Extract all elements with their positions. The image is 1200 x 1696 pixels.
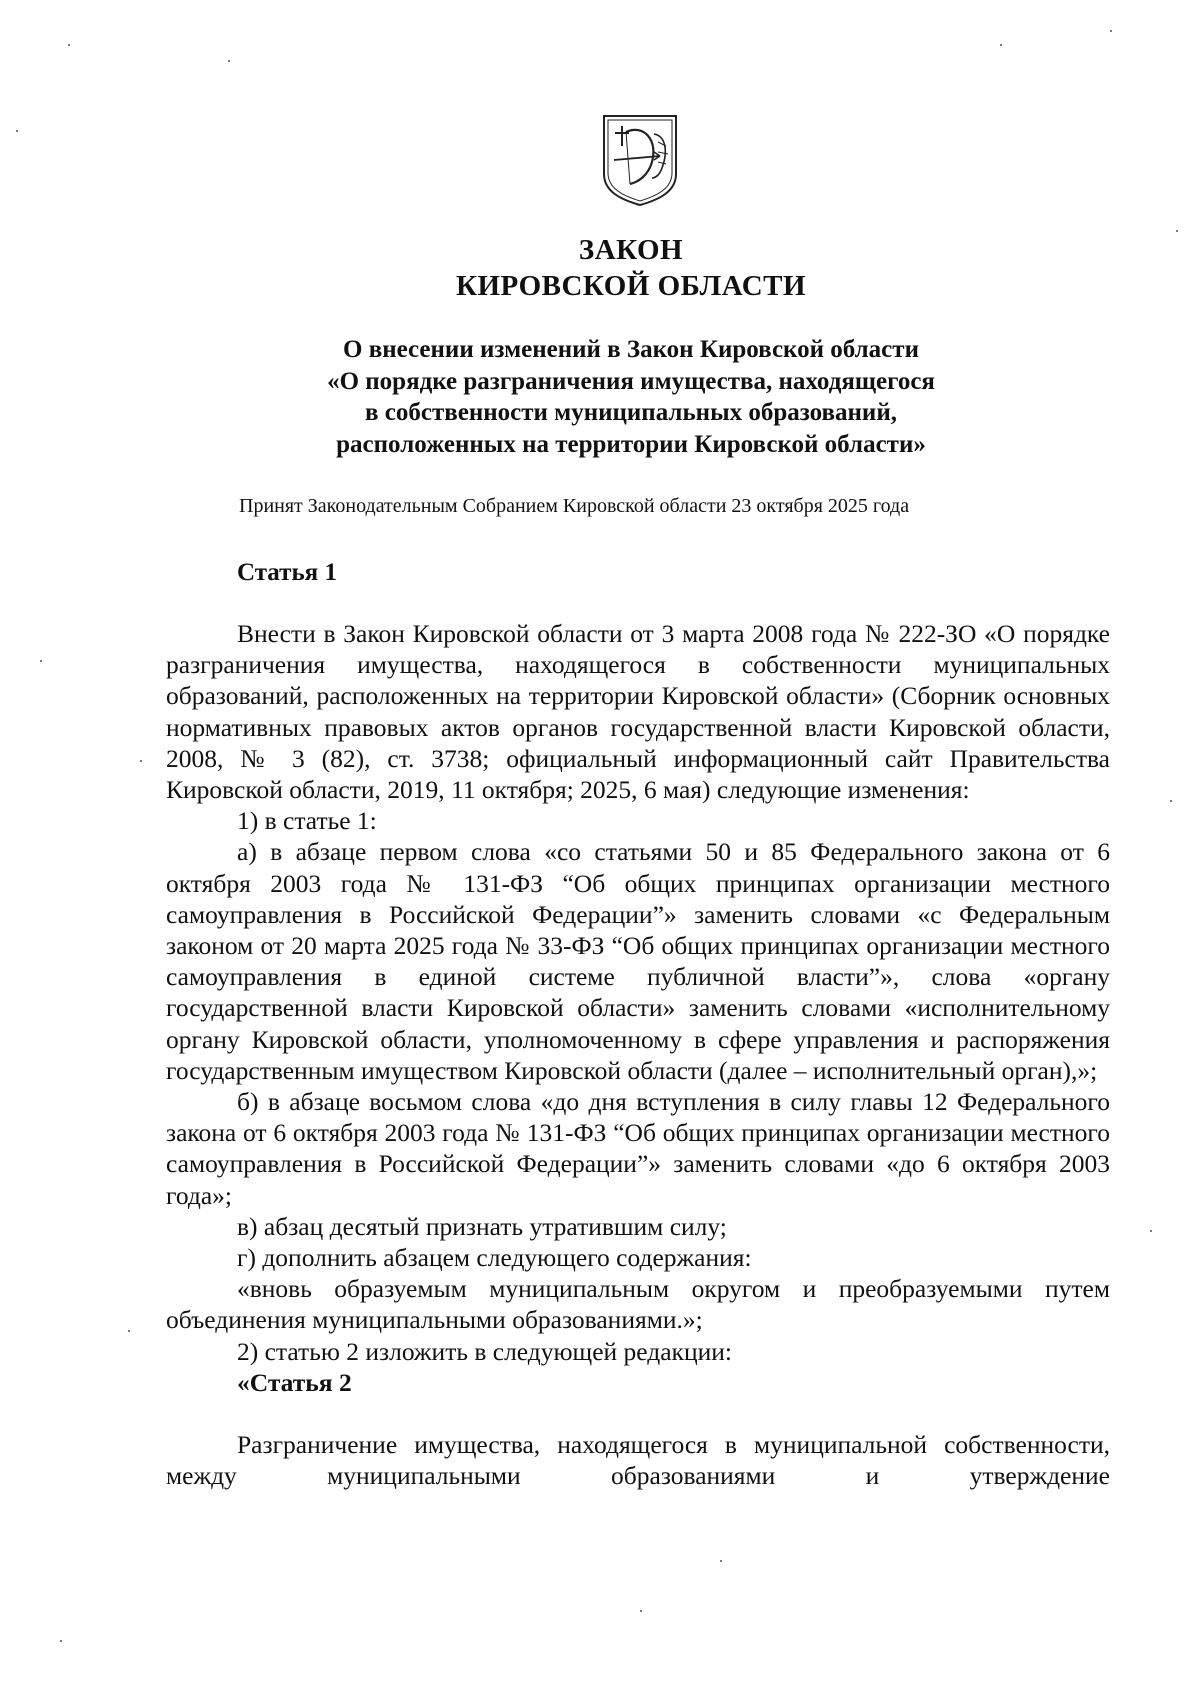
item-1v: в) абзац десятый признать утратившим силу; (237, 1211, 727, 1241)
article-2-text: Разграничение имущества, находящегося в муниципальной собственности, между муниципальными образованиями и утверждение (166, 1430, 1110, 1491)
law-title-line-2: КИРОВСКОЙ ОБЛАСТИ (455, 270, 807, 302)
item-1g-text: «вновь образуемым муниципальным округом и преобразуемыми путем объединения муниципальными образованиями.»; (166, 1274, 1110, 1335)
subtitle-line-1: О внесении изменений в Закон Кировской области (343, 336, 919, 363)
law-title-line-1: ЗАКОН (578, 234, 684, 266)
article-1-body (166, 618, 1110, 1491)
item-1a: а) в абзаце первом слова «со статьями 50 и 85 Федерального закона от 6 октября 2003 года № 131-ФЗ “Об общих принципах организации местного самоуправления в Российской Федерации”» заменить словами «с Федеральным законом от 20 марта 2025 года № 33-ФЗ “Об общих принципах организации местного самоуправления в единой системе публичной власти”», слова «органу государственной власти Кировской области» заменить словами «исполнительному органу Кировской области, уполномоченному в сфере управления и распоряжения государственным имуществом Кировской области (далее – исполнительный орган),»; (166, 837, 1110, 1085)
item-1: 1) в статье 1: (237, 806, 377, 836)
subtitle-line-4: расположенных на территории Кировской области» (336, 430, 926, 458)
law-title (150, 232, 1112, 304)
article-2-heading: «Статья 2 (237, 1367, 352, 1397)
subtitle-line-3: в собственности муниципальных образований, (365, 399, 897, 426)
article-1-intro: Внести в Закон Кировской области от 3 марта 2008 года № 222-ЗО «О порядке разграничения имущества, находящегося в собственности муниципальных образований, расположенных на территории Кировской области» (Сборник основных нормативных правовых актов органов государственной власти Кировской области, 2008, № 3 (82), ст. 3738; официальный информационный сайт Правительства Кировской области, 2019, 11 октября; 2025, 6 мая) следующие изменения: (166, 619, 1110, 805)
kirov-oblast-coat-of-arms-icon (600, 112, 680, 208)
subtitle-line-2: «О порядке разграничения имущества, находящегося (327, 367, 935, 395)
law-subtitle (150, 334, 1112, 460)
adoption-note: Принят Законодательным Собранием Кировской области 23 октября 2025 года (239, 495, 910, 517)
item-1g: г) дополнить абзацем следующего содержания: (237, 1243, 752, 1273)
item-1b: б) в абзаце восьмом слова «до дня вступления в силу главы 12 Федерального закона от 6 октября 2003 года № 131-ФЗ “Об общих принципах организации местного самоуправления в Российской Федерации”» заменить словами «до 6 октября 2003 года»; (166, 1087, 1110, 1210)
item-2: 2) статью 2 изложить в следующей редакции: (237, 1336, 732, 1366)
article-1-heading: Статья 1 (237, 559, 337, 586)
